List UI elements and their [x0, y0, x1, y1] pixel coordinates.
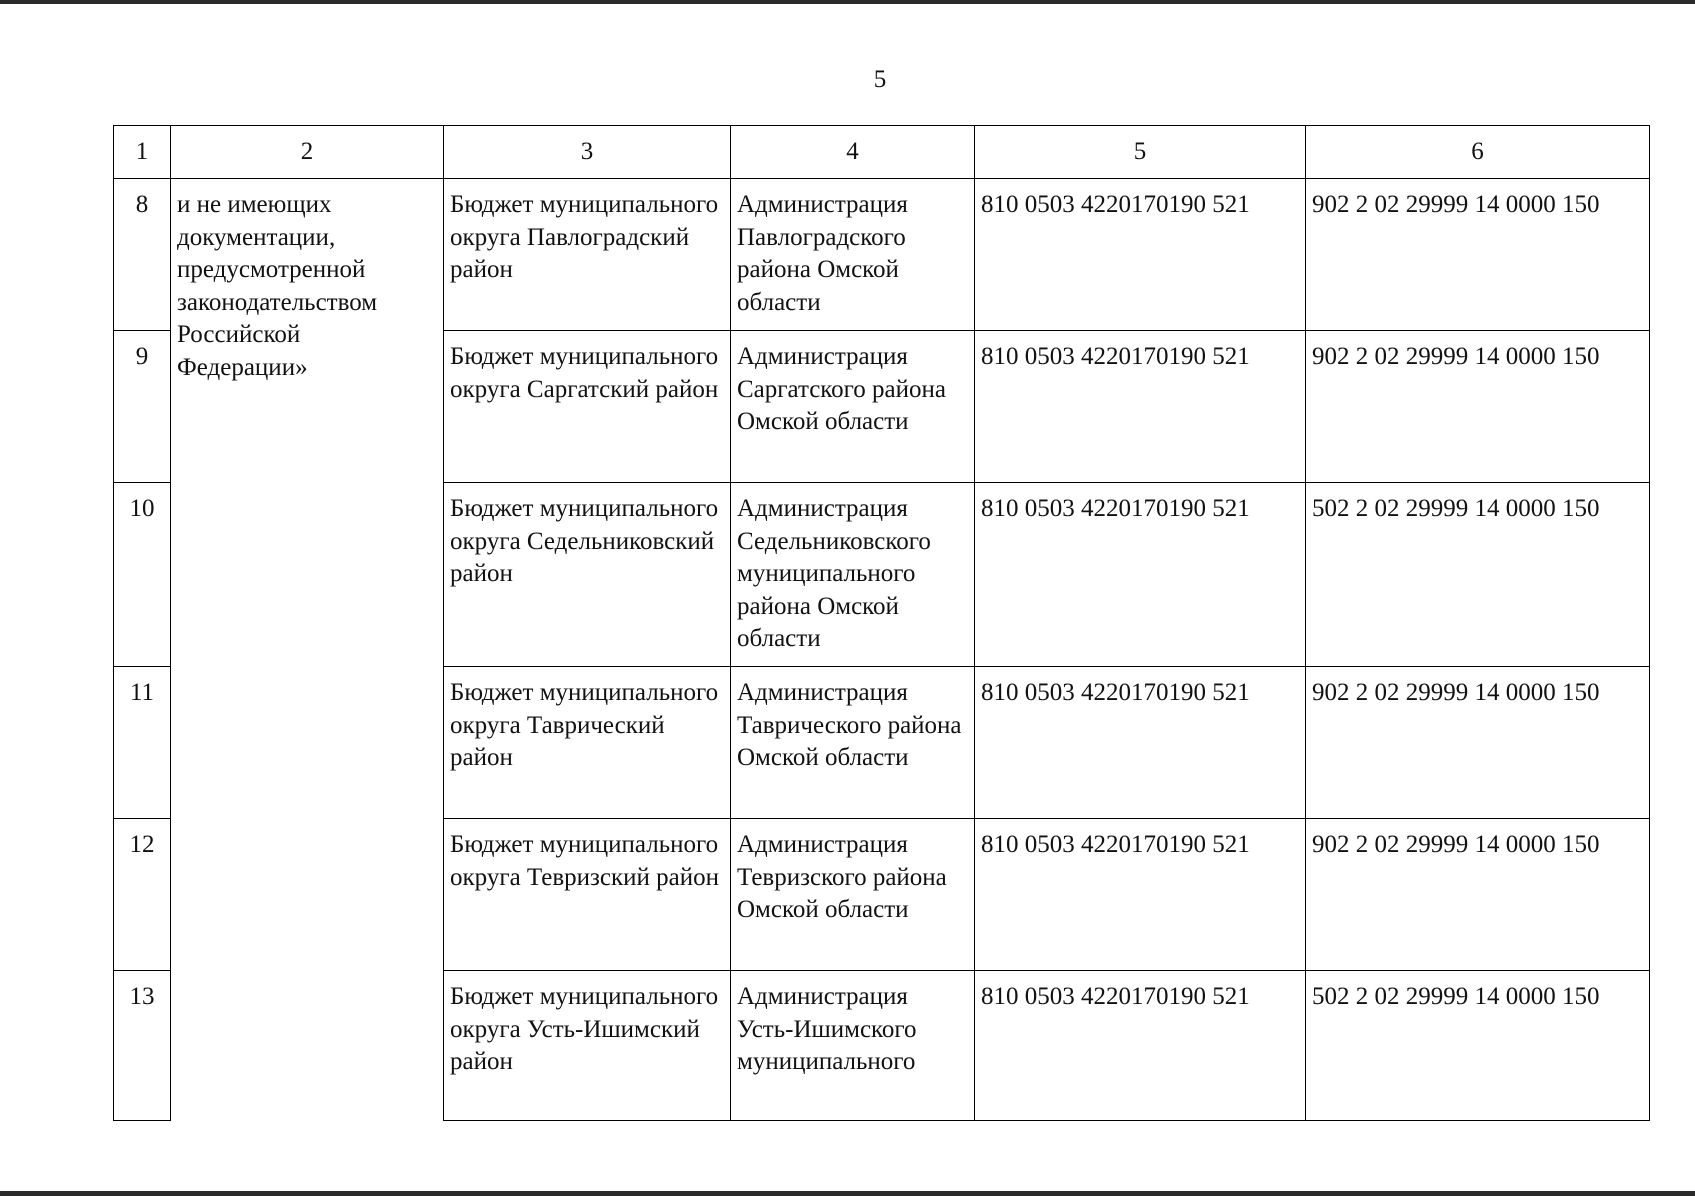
- row-number: 13: [114, 971, 171, 1121]
- revenue-code-cell: 902 2 02 29999 14 0000 150: [1306, 331, 1650, 483]
- row-number: 9: [114, 331, 171, 483]
- administrator-cell: Администрация Седельниковского муниципального района Омской области: [731, 483, 975, 667]
- recipient-category-cell: и не имеющих документации, предусмотренной законодательством Российской Федерации»: [171, 179, 444, 1121]
- revenue-code-cell: 502 2 02 29999 14 0000 150: [1306, 971, 1650, 1121]
- column-header-5: 5: [975, 126, 1306, 179]
- administrator-cell: Администрация Саргатского района Омской области: [731, 331, 975, 483]
- column-header-2: 2: [171, 126, 444, 179]
- revenue-code-cell: 502 2 02 29999 14 0000 150: [1306, 483, 1650, 667]
- scan-edge-bottom: [0, 1191, 1695, 1196]
- column-header-4: 4: [731, 126, 975, 179]
- revenue-code-cell: 902 2 02 29999 14 0000 150: [1306, 819, 1650, 971]
- column-header-6: 6: [1306, 126, 1650, 179]
- expense-code-cell: 810 0503 4220170190 521: [975, 179, 1306, 331]
- revenue-code-cell: 902 2 02 29999 14 0000 150: [1306, 667, 1650, 819]
- column-header-1: 1: [114, 126, 171, 179]
- budget-cell: Бюджет муниципального округа Усть-Ишимский район: [444, 971, 731, 1121]
- budget-cell: Бюджет муниципального округа Тевризский район: [444, 819, 731, 971]
- budget-cell: Бюджет муниципального округа Павлоградский район: [444, 179, 731, 331]
- expense-code-cell: 810 0503 4220170190 521: [975, 483, 1306, 667]
- budget-allocation-table: [113, 125, 1650, 1121]
- scan-edge-top: [0, 0, 1695, 4]
- budget-cell: Бюджет муниципального округа Седельниковский район: [444, 483, 731, 667]
- page-number: 5: [873, 66, 887, 93]
- row-number: 10: [114, 483, 171, 667]
- expense-code-cell: 810 0503 4220170190 521: [975, 971, 1306, 1121]
- row-number: 12: [114, 819, 171, 971]
- expense-code-cell: 810 0503 4220170190 521: [975, 819, 1306, 971]
- column-header-3: 3: [444, 126, 731, 179]
- row-number: 11: [114, 667, 171, 819]
- row-number: 8: [114, 179, 171, 331]
- table-row: [114, 179, 1650, 331]
- budget-cell: Бюджет муниципального округа Саргатский район: [444, 331, 731, 483]
- administrator-cell: Администрация Тевризского района Омской области: [731, 819, 975, 971]
- revenue-code-cell: 902 2 02 29999 14 0000 150: [1306, 179, 1650, 331]
- administrator-cell: Администрация Усть-Ишимского муниципального: [731, 971, 975, 1121]
- expense-code-cell: 810 0503 4220170190 521: [975, 667, 1306, 819]
- administrator-cell: Администрация Павлоградского района Омской области: [731, 179, 975, 331]
- table-header-row: [114, 126, 1650, 179]
- administrator-cell: Администрация Таврического района Омской области: [731, 667, 975, 819]
- expense-code-cell: 810 0503 4220170190 521: [975, 331, 1306, 483]
- budget-cell: Бюджет муниципального округа Таврический район: [444, 667, 731, 819]
